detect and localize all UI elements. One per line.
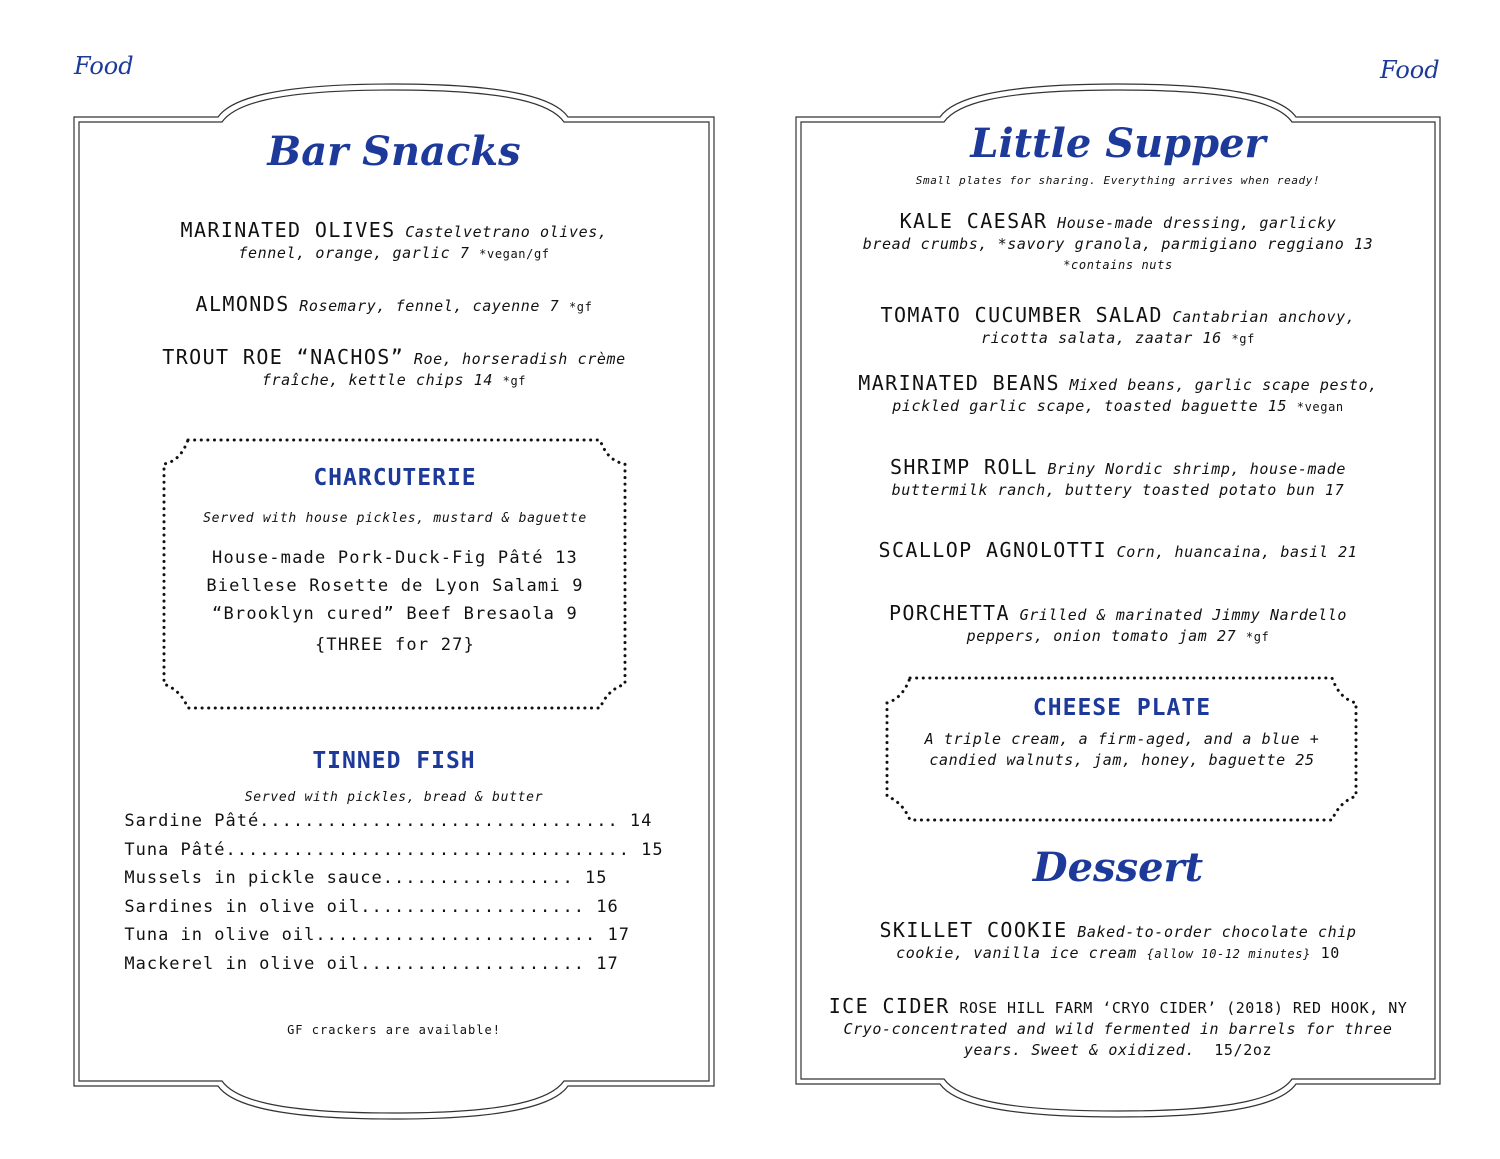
item-name: SHRIMP ROLL: [889, 455, 1038, 479]
item-name: TOMATO CUCUMBER SALAD: [880, 303, 1163, 327]
item-tag: *contains nuts: [1063, 258, 1173, 272]
tinned-fish-title: TINNED FISH: [312, 748, 476, 774]
tinned-fish-subtitle: Served with pickles, bread & butter: [244, 790, 544, 805]
item-desc: cookie, vanilla ice cream: [896, 944, 1137, 962]
fish-row: Sardine Pâté................................ 14: [124, 811, 653, 831]
item-desc: years. Sweet & oxidized.: [963, 1041, 1196, 1059]
item-tag: *gf: [568, 300, 593, 314]
item-name: SKILLET COOKIE: [879, 918, 1068, 942]
item-desc: Grilled & marinated Jimmy Nardello: [1019, 606, 1348, 624]
item-price: 10: [1320, 944, 1340, 962]
menu-item-marinated-beans: [822, 373, 1414, 418]
menu-item-scallop-agnolotti: [822, 540, 1414, 563]
item-tag: *gf: [502, 374, 527, 388]
item-name: MARINATED BEANS: [858, 371, 1060, 395]
menu-item-almonds: [120, 294, 668, 318]
page-label-right: Food: [1380, 56, 1440, 84]
menu-item-olives: [120, 220, 668, 265]
item-note: {allow 10-12 minutes}: [1146, 947, 1311, 961]
cheese-plate-title: CHEESE PLATE: [1032, 695, 1212, 721]
charcuterie-subtitle: Served with house pickles, mustard & baguette: [203, 511, 587, 526]
item-desc: fennel, orange, garlic 7: [238, 244, 470, 262]
item-desc: Cryo-concentrated and wild fermented in barrels for three: [843, 1020, 1393, 1038]
item-desc: Briny Nordic shrimp, house-made: [1047, 460, 1347, 478]
little-supper-subtitle: Small plates for sharing. Everything arrives when ready!: [915, 174, 1321, 187]
item-desc: ricotta salata, zaatar 16: [981, 329, 1222, 347]
item-desc: Corn, huancaina, basil 21: [1116, 543, 1358, 561]
menu-item-tomato-salad: [822, 305, 1414, 350]
item-desc: Baked-to-order chocolate chip: [1077, 923, 1357, 941]
dessert-title: Dessert: [1032, 844, 1204, 891]
item-desc: House-made dressing, garlicky: [1057, 214, 1337, 232]
bar-snacks-title-wrap: [100, 128, 688, 175]
bar-snacks-title: Bar Snacks: [267, 128, 521, 175]
fish-row: Sardines in olive oil.................... 16: [124, 896, 619, 917]
item-desc: Mixed beans, garlic scape pesto,: [1069, 376, 1378, 394]
item-name: TROUT ROE “NACHOS”: [162, 345, 405, 369]
item-tag: *vegan/gf: [479, 247, 550, 261]
fish-row: Tuna in olive oil......................... 17: [124, 925, 630, 945]
charcuterie-section: [170, 465, 620, 659]
menu-item-shrimp-roll: [822, 457, 1414, 501]
charcuterie-title: CHARCUTERIE: [313, 465, 477, 491]
fish-row: Tuna Pâté.................................... 15: [124, 839, 664, 860]
gf-crackers-note: GF crackers are available!: [287, 1023, 501, 1037]
item-desc: fraîche, kettle chips 14: [261, 371, 493, 389]
item-name: ICE CIDER: [828, 994, 950, 1018]
item-price: 15/2oz: [1214, 1041, 1273, 1059]
item-desc: pickled garlic scape, toasted baguette 15: [892, 397, 1288, 415]
menu-item-ice-cider: [822, 996, 1414, 1061]
item-tag: *gf: [1231, 332, 1255, 346]
little-supper-title: Little Supper: [970, 120, 1266, 167]
fish-row: Mussels in pickle sauce................. 15: [124, 868, 608, 888]
item-name: PORCHETTA: [888, 601, 1010, 625]
item-name: MARINATED OLIVES: [180, 218, 396, 242]
item-desc: Cantabrian anchovy,: [1172, 308, 1356, 326]
fish-row: Mackerel in olive oil.................... 17: [124, 953, 619, 974]
charcuterie-item: Biellese Rosette de Lyon Salami 9: [206, 576, 584, 596]
page-label-left: Food: [74, 52, 134, 80]
dessert-header: [822, 844, 1414, 891]
cheese-plate-line: A triple cream, a firm-aged, and a blue +: [924, 730, 1320, 748]
menu-item-trout-roe: [120, 347, 668, 392]
item-name: KALE CAESAR: [899, 209, 1048, 233]
item-desc: Rosemary, fennel, cayenne 7: [299, 297, 560, 315]
cheese-plate-section: [892, 695, 1352, 771]
item-desc: peppers, onion tomato jam 27: [966, 627, 1237, 645]
menu-item-porchetta: [822, 603, 1414, 648]
item-desc: Castelvetrano olives,: [405, 223, 608, 241]
item-name: SCALLOP AGNOLOTTI: [878, 538, 1108, 562]
item-producer: ROSE HILL FARM ‘CRYO CIDER’ (2018) RED HOOK, NY: [959, 999, 1408, 1017]
item-tag: *gf: [1245, 630, 1270, 644]
charcuterie-item: “Brooklyn cured” Beef Bresaola 9: [212, 604, 578, 624]
item-name: ALMONDS: [195, 292, 290, 316]
menu-item-skillet-cookie: [822, 920, 1414, 965]
charcuterie-combo: {THREE for 27}: [314, 635, 476, 655]
item-desc: Roe, horseradish crème: [413, 350, 626, 368]
item-desc: bread crumbs, *savory granola, parmigiano reggiano 13: [862, 235, 1374, 253]
little-supper-header: [822, 120, 1414, 187]
cheese-plate-line: candied walnuts, jam, honey, baguette 25: [929, 751, 1315, 769]
item-desc: buttermilk ranch, buttery toasted potato bun 17: [891, 481, 1345, 499]
menu-item-kale-caesar: [822, 211, 1414, 276]
item-tag: *vegan: [1296, 400, 1344, 414]
tinned-fish-section: [100, 748, 688, 978]
charcuterie-item: House-made Pork-Duck-Fig Pâté 13: [212, 548, 578, 568]
